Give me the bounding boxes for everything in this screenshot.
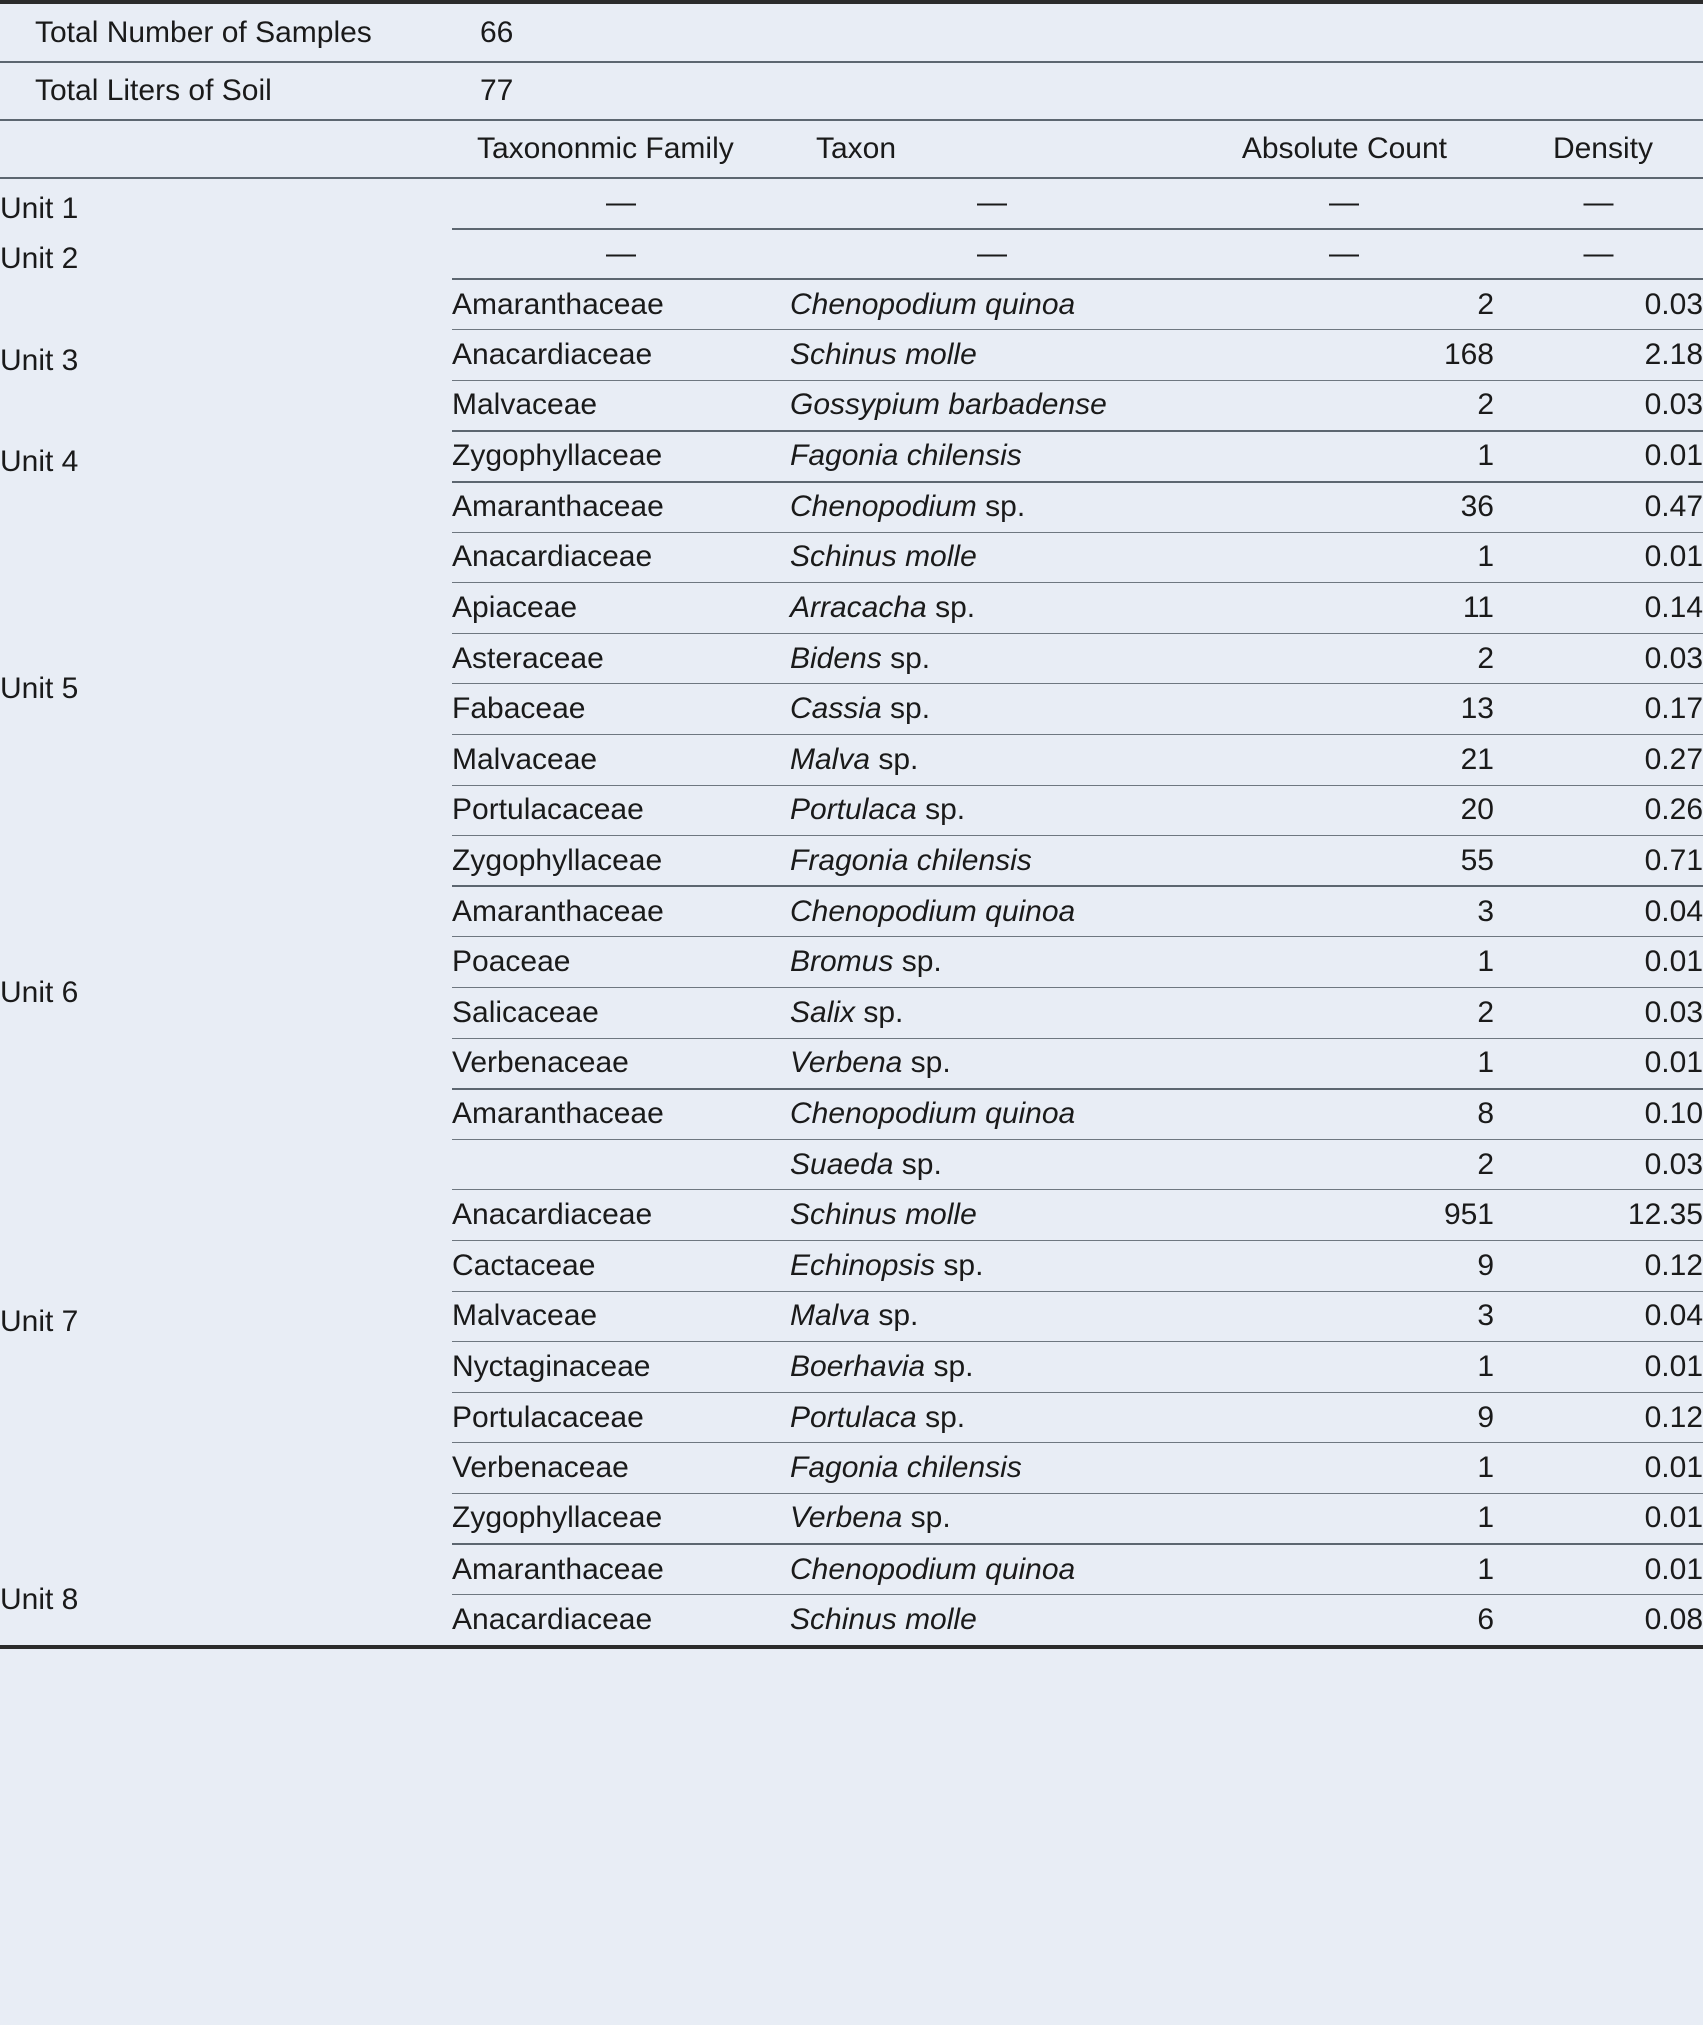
family-cell: Amaranthaceae bbox=[452, 1544, 790, 1595]
taxon-genus: Malva bbox=[790, 742, 871, 776]
taxon-genus: Fragonia chilensis bbox=[790, 843, 1032, 877]
column-header-row bbox=[0, 120, 1703, 178]
count-cell: 1 bbox=[1194, 1038, 1494, 1089]
taxon-genus: Chenopodium quinoa bbox=[790, 1552, 1076, 1586]
density-cell: 0.03 bbox=[1494, 279, 1703, 330]
taxon-genus: Portulaca bbox=[790, 1400, 917, 1434]
density-cell: 0.08 bbox=[1644, 1603, 1703, 1637]
count-cell: 6 bbox=[1477, 1603, 1494, 1637]
family-cell: Amaranthaceae bbox=[452, 482, 790, 533]
count-cell: 3 bbox=[1194, 886, 1494, 937]
column-header-density: Density bbox=[1494, 120, 1703, 178]
density-cell: 0.47 bbox=[1494, 482, 1703, 533]
taxon-genus: Echinopsis bbox=[790, 1248, 936, 1282]
taxon-rank-suffix: sp. bbox=[910, 1046, 951, 1080]
density-cell: 0.17 bbox=[1494, 684, 1703, 735]
density-cell: 0.12 bbox=[1494, 1240, 1703, 1291]
taxon-rank-suffix: sp. bbox=[890, 692, 931, 726]
density-cell: 0.01 bbox=[1494, 431, 1703, 482]
taxon-rank-suffix: sp. bbox=[925, 793, 966, 827]
family-cell: Salicaceae bbox=[452, 988, 790, 1039]
unit-label: Unit 3 bbox=[0, 343, 79, 377]
taxon-cell bbox=[790, 482, 1194, 533]
unit-label: Unit 1 bbox=[0, 192, 79, 226]
taxon-rank-suffix: sp. bbox=[863, 995, 904, 1029]
density-cell: 0.01 bbox=[1494, 532, 1703, 583]
column-header-unit bbox=[0, 120, 452, 178]
family-placeholder: — bbox=[452, 229, 790, 280]
unit-label: Unit 6 bbox=[0, 976, 79, 1009]
taxon-cell bbox=[790, 1392, 1194, 1443]
taxon-cell bbox=[790, 1291, 1194, 1342]
count-cell: 2 bbox=[1194, 988, 1494, 1039]
density-cell: 0.03 bbox=[1494, 633, 1703, 684]
taxon-genus: Gossypium barbadense bbox=[790, 388, 1107, 422]
unit-label: Unit 7 bbox=[0, 1304, 79, 1338]
density-cell: 0.01 bbox=[1494, 1038, 1703, 1089]
density-cell: 0.27 bbox=[1494, 735, 1703, 786]
count-cell: 2 bbox=[1194, 279, 1494, 330]
density-cell: 2.18 bbox=[1494, 330, 1703, 381]
taxon-genus: Chenopodium bbox=[790, 490, 977, 524]
unit-label-cell bbox=[0, 1544, 452, 1645]
taxon-cell bbox=[790, 431, 1194, 482]
family-cell: Anacardiaceae bbox=[452, 1190, 790, 1241]
family-cell: Zygophyllaceae bbox=[452, 431, 790, 482]
taxon-rank-suffix: sp. bbox=[935, 591, 976, 625]
table-row bbox=[0, 229, 1703, 280]
data-table bbox=[0, 4, 1703, 1645]
summary-label: Total Number of Samples bbox=[0, 4, 452, 62]
count-cell: 9 bbox=[1194, 1240, 1494, 1291]
density-cell: 0.01 bbox=[1494, 1544, 1703, 1595]
density-cell: 0.01 bbox=[1494, 1493, 1703, 1544]
family-cell: Apiaceae bbox=[452, 583, 790, 634]
count-cell: 36 bbox=[1194, 482, 1494, 533]
taxon-rank-suffix: sp. bbox=[985, 490, 1026, 524]
column-header-count: Absolute Count bbox=[1194, 120, 1494, 178]
family-cell: Verbenaceae bbox=[452, 1038, 790, 1089]
family-cell: Nyctaginaceae bbox=[452, 1342, 790, 1393]
table-row bbox=[0, 1089, 1703, 1140]
taxon-cell bbox=[790, 937, 1194, 988]
count-placeholder: — bbox=[1194, 178, 1494, 229]
table-row bbox=[0, 1544, 1703, 1595]
taxon-rank-suffix: sp. bbox=[925, 1400, 966, 1434]
unit-label-cell bbox=[0, 1089, 452, 1544]
column-header-family: Taxononmic Family bbox=[452, 120, 790, 178]
density-cell: 0.01 bbox=[1494, 1342, 1703, 1393]
count-cell: 168 bbox=[1194, 330, 1494, 381]
count-cell: 2 bbox=[1194, 1139, 1494, 1190]
taxon-rank-suffix: sp. bbox=[890, 641, 931, 675]
summary-row bbox=[0, 4, 1703, 62]
density-cell: 0.04 bbox=[1494, 886, 1703, 937]
taxon-cell bbox=[790, 1038, 1194, 1089]
count-cell: 3 bbox=[1194, 1291, 1494, 1342]
family-placeholder: — bbox=[452, 178, 790, 229]
unit-label-cell bbox=[0, 229, 452, 280]
count-cell: 11 bbox=[1194, 583, 1494, 634]
count-cell: 8 bbox=[1194, 1089, 1494, 1140]
taxon-rank-suffix: sp. bbox=[878, 742, 919, 776]
summary-value: 77 bbox=[452, 62, 1703, 120]
family-cell: Anacardiaceae bbox=[452, 532, 790, 583]
taxon-cell bbox=[790, 988, 1194, 1039]
table-row bbox=[0, 431, 1703, 482]
summary-row bbox=[0, 62, 1703, 120]
taxon-genus: Portulaca bbox=[790, 793, 917, 827]
taxon-cell bbox=[790, 684, 1194, 735]
taxon-cell bbox=[790, 1190, 1194, 1241]
unit-label-cell bbox=[0, 279, 452, 431]
family-cell: Malvaceae bbox=[452, 735, 790, 786]
family-cell: Fabaceae bbox=[452, 684, 790, 735]
family-cell: Portulacaceae bbox=[452, 1392, 790, 1443]
taxon-genus: Arracacha bbox=[790, 591, 927, 625]
family-cell: Malvaceae bbox=[452, 1291, 790, 1342]
taxon-rank-suffix: sp. bbox=[878, 1299, 919, 1333]
family-cell: Zygophyllaceae bbox=[452, 836, 790, 887]
count-cell: 1 bbox=[1194, 1493, 1494, 1544]
taxon-rank-suffix: sp. bbox=[901, 1147, 942, 1181]
taxon-genus: Fagonia chilensis bbox=[790, 439, 1022, 473]
taxon-genus: Schinus molle bbox=[790, 540, 977, 574]
summary-value: 66 bbox=[452, 4, 1703, 62]
density-cell: 0.01 bbox=[1494, 937, 1703, 988]
unit-label: Unit 5 bbox=[0, 672, 79, 706]
taxon-cell bbox=[790, 583, 1194, 634]
taxon-genus: Schinus molle bbox=[790, 1603, 977, 1637]
taxon-cell bbox=[790, 633, 1194, 684]
taxon-genus: Salix bbox=[790, 995, 856, 1029]
density-cell: 12.35 bbox=[1494, 1190, 1703, 1241]
taxon-cell bbox=[790, 279, 1194, 330]
taxon-genus: Chenopodium quinoa bbox=[790, 1097, 1076, 1131]
taxon-genus: Verbena bbox=[790, 1046, 903, 1080]
density-placeholder: — bbox=[1494, 229, 1703, 280]
count-cell: 21 bbox=[1194, 735, 1494, 786]
count-cell: 2 bbox=[1194, 380, 1494, 431]
taxon-cell bbox=[790, 330, 1194, 381]
density-cell: 0.12 bbox=[1494, 1392, 1703, 1443]
taxon-rank-suffix: sp. bbox=[901, 945, 942, 979]
count-cell: 55 bbox=[1194, 836, 1494, 887]
taxon-cell bbox=[790, 1240, 1194, 1291]
family-cell: Amaranthaceae bbox=[452, 279, 790, 330]
unit-label: Unit 2 bbox=[0, 242, 79, 276]
family-cell: Poaceae bbox=[452, 937, 790, 988]
count-placeholder: — bbox=[1194, 229, 1494, 280]
density-cell: 0.10 bbox=[1494, 1089, 1703, 1140]
taxon-cell bbox=[790, 886, 1194, 937]
density-placeholder: — bbox=[1494, 178, 1703, 229]
taxon-cell bbox=[790, 836, 1194, 887]
family-cell: Zygophyllaceae bbox=[452, 1493, 790, 1544]
table-row bbox=[0, 886, 1703, 937]
taxon-rank-suffix: sp. bbox=[943, 1248, 984, 1282]
count-cell: 1 bbox=[1194, 1342, 1494, 1393]
taxon-genus: Fagonia chilensis bbox=[790, 1451, 1022, 1485]
family-cell bbox=[452, 1139, 790, 1190]
taxon-cell bbox=[790, 380, 1194, 431]
taxon-cell bbox=[790, 532, 1194, 583]
family-cell: Asteraceae bbox=[452, 633, 790, 684]
count-cell: 2 bbox=[1194, 633, 1494, 684]
taxon-genus: Chenopodium quinoa bbox=[790, 894, 1076, 928]
table-row bbox=[0, 279, 1703, 330]
taxon-cell bbox=[790, 785, 1194, 836]
summary-label: Total Liters of Soil bbox=[0, 62, 452, 120]
count-cell: 1 bbox=[1194, 1443, 1494, 1494]
table-row bbox=[0, 482, 1703, 533]
taxon-genus: Bidens bbox=[790, 641, 882, 675]
taxon-genus: Bromus bbox=[790, 945, 894, 979]
unit-label-cell bbox=[0, 482, 452, 887]
density-cell: 0.04 bbox=[1494, 1291, 1703, 1342]
taxon-genus: Cassia bbox=[790, 692, 882, 726]
count-cell: 1 bbox=[1194, 431, 1494, 482]
taxon-genus: Schinus molle bbox=[790, 1198, 977, 1232]
density-cell: 0.03 bbox=[1494, 380, 1703, 431]
unit-label: Unit 4 bbox=[0, 444, 79, 478]
taxon-cell bbox=[790, 1595, 1194, 1646]
taxon-placeholder: — bbox=[790, 178, 1194, 229]
count-cell: 1 bbox=[1194, 1544, 1494, 1595]
taxon-genus: Verbena bbox=[790, 1501, 903, 1535]
density-cell: 0.14 bbox=[1494, 583, 1703, 634]
taxon-cell bbox=[790, 1493, 1194, 1544]
count-cell: 1 bbox=[1194, 937, 1494, 988]
taxon-rank-suffix: sp. bbox=[910, 1501, 951, 1535]
family-cell: Cactaceae bbox=[452, 1240, 790, 1291]
taxon-genus: Schinus molle bbox=[790, 338, 977, 372]
family-cell: Malvaceae bbox=[452, 380, 790, 431]
density-cell: 0.01 bbox=[1494, 1443, 1703, 1494]
unit-label-cell bbox=[0, 886, 452, 1088]
taxon-cell bbox=[790, 1342, 1194, 1393]
count-cell: 9 bbox=[1194, 1392, 1494, 1443]
taxon-rank-suffix: sp. bbox=[933, 1349, 974, 1383]
taxon-genus: Boerhavia bbox=[790, 1349, 926, 1383]
family-cell: Anacardiaceae bbox=[452, 1603, 653, 1637]
taxon-genus: Malva bbox=[790, 1299, 871, 1333]
density-cell: 0.03 bbox=[1494, 1139, 1703, 1190]
family-cell: Portulacaceae bbox=[452, 785, 790, 836]
taxon-cell bbox=[790, 1544, 1194, 1595]
family-cell: Verbenaceae bbox=[452, 1443, 790, 1494]
taxon-cell bbox=[790, 1139, 1194, 1190]
density-cell: 0.03 bbox=[1494, 988, 1703, 1039]
count-cell: 20 bbox=[1194, 785, 1494, 836]
density-cell: 0.71 bbox=[1494, 836, 1703, 887]
family-cell: Amaranthaceae bbox=[452, 1089, 790, 1140]
family-cell: Amaranthaceae bbox=[452, 886, 790, 937]
density-cell: 0.26 bbox=[1494, 785, 1703, 836]
taxon-placeholder: — bbox=[790, 229, 1194, 280]
taxon-cell bbox=[790, 1443, 1194, 1494]
count-cell: 1 bbox=[1194, 532, 1494, 583]
table-row bbox=[0, 178, 1703, 229]
taxon-cell bbox=[790, 1089, 1194, 1140]
column-header-taxon: Taxon bbox=[790, 120, 1194, 178]
taxon-genus: Suaeda bbox=[790, 1147, 894, 1181]
unit-label: Unit 8 bbox=[0, 1583, 79, 1617]
count-cell: 951 bbox=[1194, 1190, 1494, 1241]
unit-label-cell bbox=[0, 431, 452, 482]
count-cell: 13 bbox=[1194, 684, 1494, 735]
family-cell: Anacardiaceae bbox=[452, 330, 790, 381]
unit-label-cell bbox=[0, 178, 452, 229]
taxon-cell bbox=[790, 735, 1194, 786]
taxon-genus: Chenopodium quinoa bbox=[790, 287, 1076, 321]
